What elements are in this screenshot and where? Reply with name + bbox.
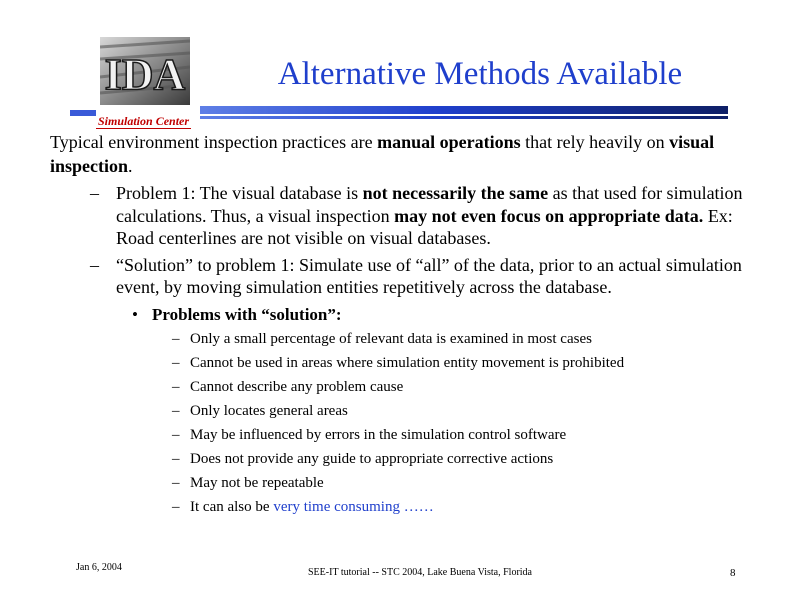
header-rule-thick: [200, 106, 728, 114]
ida-logo: [100, 37, 190, 105]
list-item: [50, 399, 750, 423]
list-item-text: May not be repeatable: [190, 474, 324, 491]
dash-marker: –: [172, 354, 180, 371]
solution-item: [50, 254, 750, 299]
solution-text: “Solution” to problem 1: Simulate use of “all” of the data, prior to an actual simulation event, by moving simulation entities repetitively across the database.: [116, 254, 742, 297]
slide-body: [50, 130, 750, 519]
problem1-item: [50, 182, 750, 250]
intro-bold: manual operations: [377, 132, 521, 152]
page-number: 8: [730, 567, 736, 579]
header-rule-thin: [200, 116, 728, 119]
intro-text: .: [128, 156, 133, 176]
problems-list: [50, 327, 750, 519]
dash-marker: –: [90, 254, 99, 275]
list-item: [50, 327, 750, 351]
list-item-text: May be influenced by errors in the simulation control software: [190, 426, 567, 443]
intro-paragraph: [50, 130, 750, 178]
dash-marker: –: [172, 330, 180, 347]
dash-marker: –: [172, 378, 180, 395]
intro-text: that rely heavily on: [520, 132, 670, 152]
problem1-text: Problem 1: The visual database is: [116, 183, 363, 203]
logo-text: IDA: [104, 50, 186, 99]
header-rule-left: [70, 110, 96, 116]
dash-marker: –: [90, 183, 99, 203]
page-title: Alternative Methods Available: [277, 56, 683, 92]
intro-text: Typical environment inspection practices are: [50, 132, 378, 152]
problems-heading: [50, 303, 750, 327]
list-item: [50, 495, 750, 519]
dash-marker: –: [172, 402, 180, 419]
list-item-text: Only locates general areas: [190, 402, 348, 419]
problem1-text: as that used for simulation calculations. Thus, a visual inspection: [116, 183, 743, 226]
problem1-text: Ex: Road centerlines are not visible on visual databases.: [116, 205, 733, 248]
list-item-text: Only a small percentage of relevant data is examined in most cases: [190, 330, 592, 347]
bullet-marker: •: [132, 304, 138, 324]
list-item-text: Does not provide any guide to appropriate corrective actions: [190, 450, 554, 467]
problem1-bold: not necessarily the same: [362, 183, 549, 203]
simulation-center-label: Simulation Center: [98, 114, 190, 128]
list-item: [50, 471, 750, 495]
footer-caption: SEE-IT tutorial -- STC 2004, Lake Buena Vista, Florida: [308, 567, 532, 578]
list-item: [50, 423, 750, 447]
list-item: [50, 447, 750, 471]
dash-marker: –: [172, 450, 180, 467]
list-item: [50, 351, 750, 375]
list-item-text: Cannot be used in areas where simulation entity movement is prohibited: [190, 354, 625, 371]
footer-date: Jan 6, 2004: [76, 562, 122, 573]
list-item-text: It can also be: [190, 498, 274, 515]
list-item: [50, 375, 750, 399]
problems-heading-text: Problems with “solution”:: [152, 304, 342, 324]
dash-marker: –: [172, 498, 180, 515]
list-item-highlight: very time consuming ……: [273, 498, 434, 515]
problem1-bold: may not even focus on appropriate data.: [394, 205, 704, 226]
dash-marker: –: [172, 426, 180, 443]
intro-bold: visual inspection: [50, 132, 715, 176]
list-item-text: Cannot describe any problem cause: [190, 378, 404, 395]
dash-marker: –: [172, 474, 180, 491]
